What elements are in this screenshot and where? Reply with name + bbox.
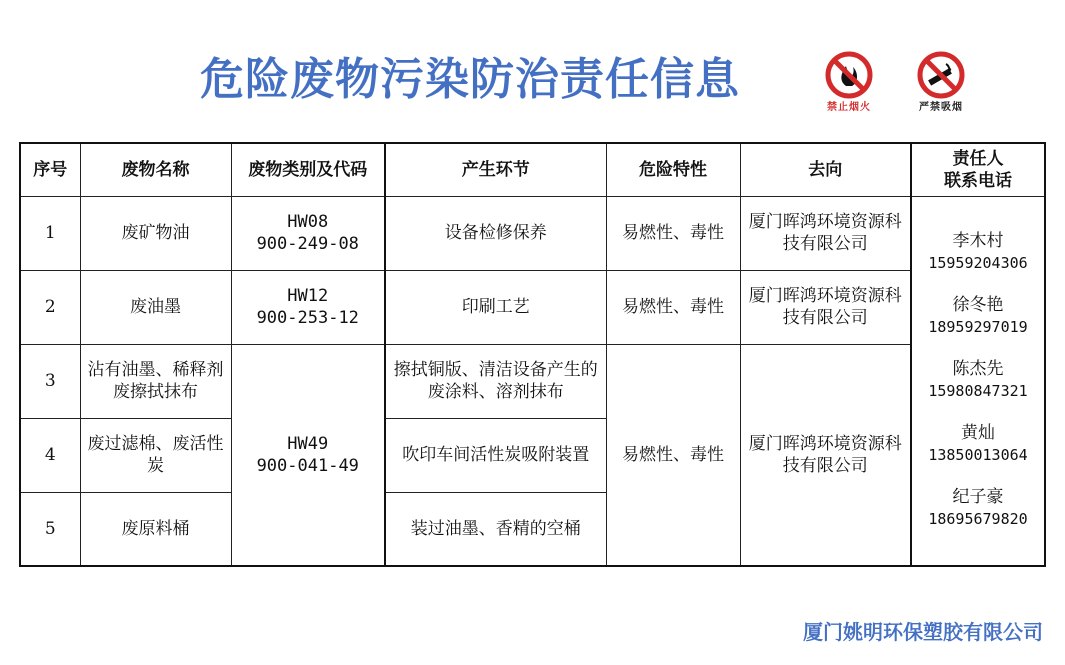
contact-phone: 15959204306 (928, 253, 1028, 272)
row-code: 900-253-12 (256, 308, 359, 328)
row-category-code (231, 196, 385, 270)
header-name: 废物名称 (80, 143, 231, 196)
contact-phone: 18959297019 (928, 317, 1028, 336)
row-hazard: 易燃性、毒性 (606, 270, 740, 344)
contact-name: 李木村 (952, 230, 1004, 251)
contact-phone: 18695679820 (928, 509, 1028, 528)
no-fire-icon (824, 50, 874, 100)
row-index: 4 (20, 418, 80, 492)
contact-name: 陈杰先 (952, 358, 1004, 379)
row-process: 印刷工艺 (385, 270, 606, 344)
header-contact-line2: 联系电话 (944, 170, 1012, 191)
row-hazard: 易燃性、毒性 (606, 196, 740, 270)
merged-code: 900-041-49 (256, 455, 359, 476)
no-smoking-label: 严禁吸烟 (919, 102, 963, 113)
merged-hazard: 易燃性、毒性 (606, 344, 740, 566)
table-header-row (20, 143, 1045, 196)
row-category: HW08 (287, 212, 329, 232)
row-index: 5 (20, 492, 80, 566)
row-name: 废过滤棉、废活性炭 (80, 418, 231, 492)
contact-phone: 15980847321 (928, 381, 1028, 400)
company-name: 厦门姚明环保塑胶有限公司 (803, 620, 1043, 644)
table-row (20, 196, 1045, 270)
header-index: 序号 (20, 143, 80, 196)
no-fire-label: 禁止烟火 (827, 102, 871, 113)
contact-entry (914, 294, 1042, 338)
contact-name: 纪子豪 (952, 486, 1004, 507)
header-contact-line1: 责任人 (952, 148, 1004, 169)
row-index: 3 (20, 344, 80, 418)
row-destination: 厦门晖鸿环境资源科技有限公司 (740, 270, 911, 344)
contact-entry (914, 230, 1042, 274)
row-name: 沾有油墨、稀释剂废擦拭抹布 (80, 344, 231, 418)
contact-entry (914, 358, 1042, 402)
row-name: 废原料桶 (80, 492, 231, 566)
contact-entry (914, 422, 1042, 466)
row-destination: 厦门晖鸿环境资源科技有限公司 (740, 196, 911, 270)
contact-entry (914, 486, 1042, 530)
row-process: 设备检修保养 (385, 196, 606, 270)
row-code: 900-249-08 (256, 234, 359, 254)
merged-destination: 厦门晖鸿环境资源科技有限公司 (740, 344, 911, 566)
no-smoking-sign (911, 46, 971, 116)
no-fire-sign (816, 46, 882, 116)
page-title: 危险废物污染防治责任信息 (200, 54, 740, 105)
row-index: 1 (20, 196, 80, 270)
no-smoking-icon (916, 50, 966, 100)
contacts-cell (911, 196, 1045, 566)
contact-name: 徐冬艳 (952, 294, 1004, 315)
row-name: 废矿物油 (80, 196, 231, 270)
header-process: 产生环节 (385, 143, 606, 196)
hazard-waste-table (19, 142, 1046, 567)
table-row (20, 270, 1045, 344)
row-name: 废油墨 (80, 270, 231, 344)
row-index: 2 (20, 270, 80, 344)
merged-category: HW49 (287, 433, 329, 454)
table-row (20, 344, 1045, 418)
contact-name: 黄灿 (961, 422, 995, 443)
contact-phone: 13850013064 (928, 445, 1028, 464)
merged-category-code (231, 344, 385, 566)
header-contact (911, 143, 1045, 196)
row-category: HW12 (287, 286, 329, 306)
header-destination: 去向 (740, 143, 911, 196)
header-hazard: 危险特性 (606, 143, 740, 196)
row-process: 装过油墨、香精的空桶 (385, 492, 606, 566)
row-category-code (231, 270, 385, 344)
row-process: 吹印车间活性炭吸附装置 (385, 418, 606, 492)
header-category-code: 废物类别及代码 (231, 143, 385, 196)
row-process: 擦拭铜版、清洁设备产生的废涂料、溶剂抹布 (385, 344, 606, 418)
